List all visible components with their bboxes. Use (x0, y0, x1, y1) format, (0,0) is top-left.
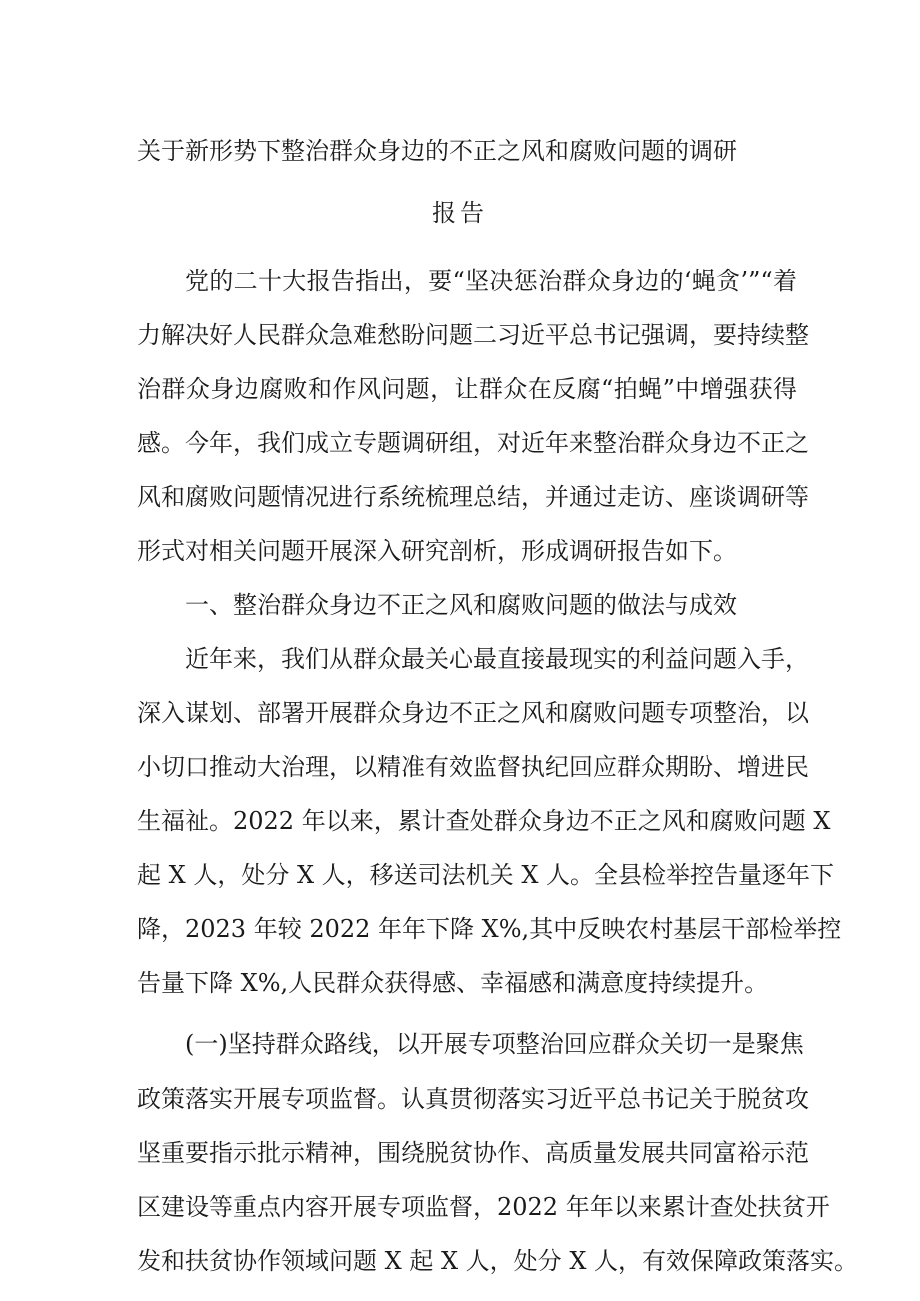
paragraph-2-line-3: 小切口推动大治理，以精准有效监督执纪回应群众期盼、增进民 (137, 753, 809, 781)
paragraph-1-line-1: 党的二十大报告指出，要“坚决惩治群众身边的‘蝇贪’”“着 (185, 267, 797, 295)
paragraph-2-line-6: 降，2023 年较 2022 年年下降 X%,其中反映农村基层干部检举控 (137, 915, 842, 943)
section-heading-1: 一、整治群众身边不正之风和腐败问题的做法与成效 (185, 591, 737, 619)
paragraph-3-line-3: 坚重要指示批示精神，围绕脱贫协作、高质量发展共同富裕示范 (137, 1139, 809, 1167)
paragraph-1-line-4: 感。今年，我们成立专题调研组，对近年来整治群众身边不正之 (137, 429, 809, 457)
paragraph-2-line-7: 告量下降 X%,人民群众获得感、幸福感和满意度持续提升。 (137, 969, 769, 997)
paragraph-1-line-2: 力解决好人民群众急难愁盼问题二习近平总书记强调，要持续整 (137, 321, 809, 349)
paragraph-2-line-4: 生福祉。2022 年以来，累计查处群众身边不正之风和腐败问题 X (137, 807, 831, 835)
paragraph-2-line-5: 起 X 人，处分 X 人，移送司法机关 X 人。全县检举控告量逐年下 (137, 861, 835, 889)
paragraph-2-line-1: 近年来，我们从群众最关心最直接最现实的利益问题入手， (185, 645, 809, 673)
document-title-line-2: 报告 (432, 199, 488, 227)
paragraph-1-line-5: 风和腐败问题情况进行系统梳理总结，并通过走访、座谈调研等 (137, 483, 809, 511)
paragraph-3-line-5: 发和扶贫协作领域问题 X 起 X 人，处分 X 人，有效保障政策落实。 (137, 1247, 859, 1275)
paragraph-3-line-4: 区建设等重点内容开展专项监督，2022 年年以来累计查处扶贫开 (137, 1193, 830, 1221)
paragraph-2-line-2: 深入谋划、部署开展群众身边不正之风和腐败问题专项整治，以 (137, 699, 809, 727)
paragraph-1-line-3: 治群众身边腐败和作风问题，让群众在反腐“拍蝇”中增强获得 (137, 375, 797, 403)
paragraph-3-line-1: (一)坚持群众路线，以开展专项整治回应群众关切一是聚焦 (185, 1030, 804, 1058)
paragraph-1-line-6: 形式对相关问题开展深入研究剖析，形成调研报告如下。 (137, 537, 737, 565)
document-title-line-1: 关于新形势下整治群众身边的不正之风和腐败问题的调研 (137, 137, 737, 165)
paragraph-3-line-2: 政策落实开展专项监督。认真贯彻落实习近平总书记关于脱贫攻 (137, 1085, 809, 1113)
